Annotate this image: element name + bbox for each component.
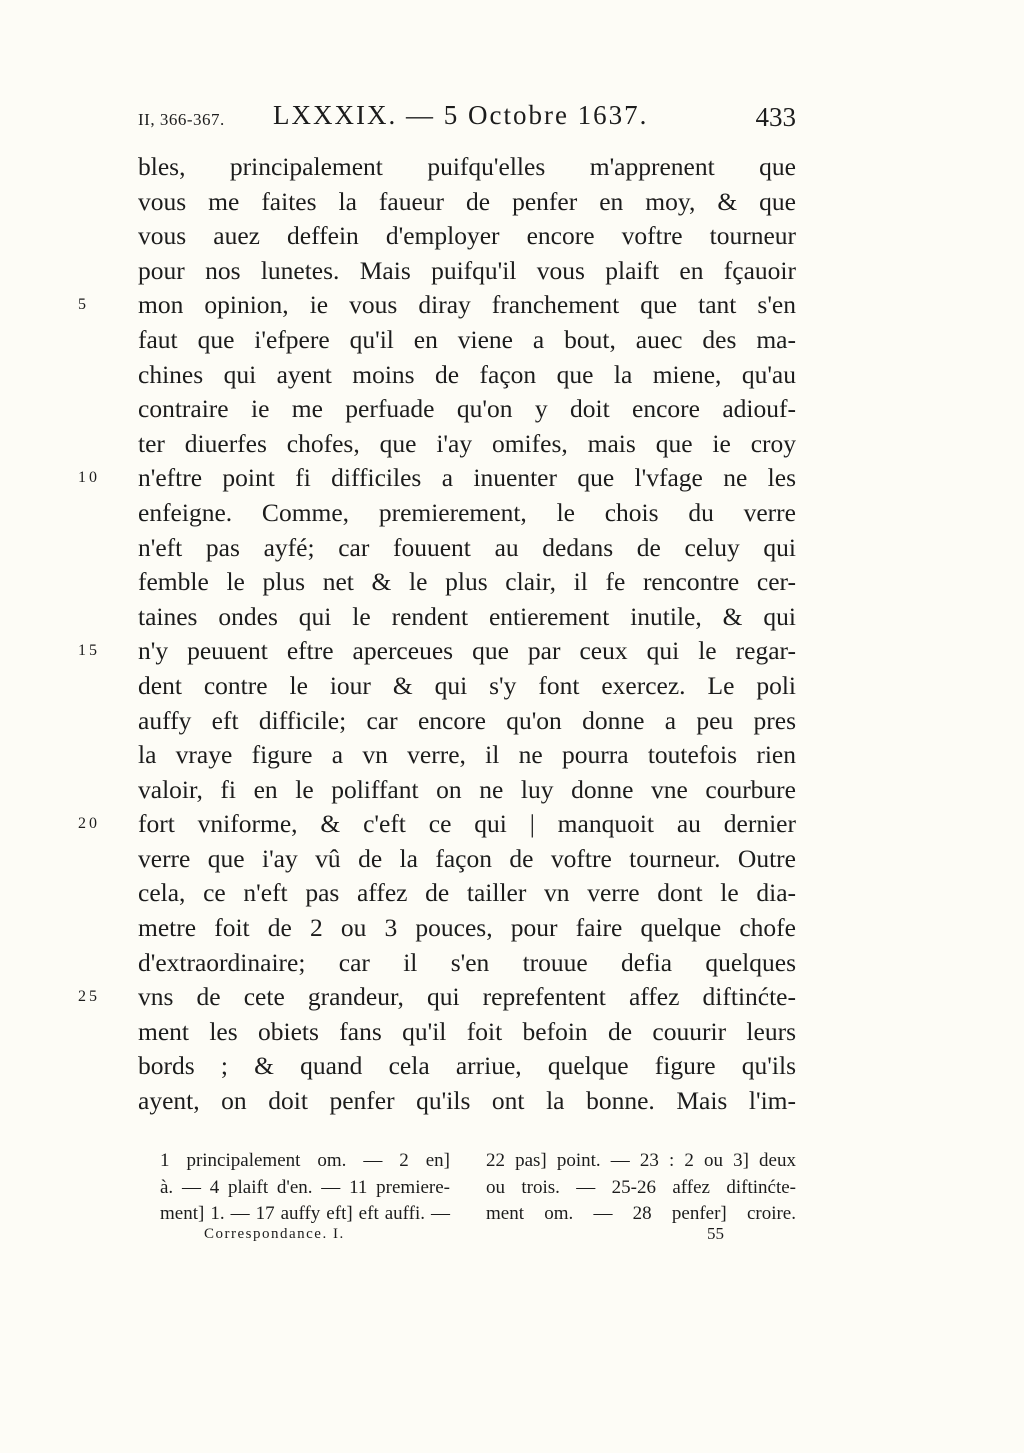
text-line — [138, 565, 796, 600]
line-text: ment les obiets fans qu'il foit befoin de couurir leurs — [138, 1016, 796, 1046]
line-text: fort vniforme, & c'eft ce qui | manquoit au dernier — [138, 809, 796, 839]
text-line — [138, 876, 796, 911]
text-line — [138, 185, 796, 220]
text-line — [138, 323, 796, 358]
footnotes-left-column — [160, 1148, 450, 1228]
line-text: metre foit de 2 ou 3 pouces, pour faire quelque chofe — [138, 913, 796, 943]
line-text: faut que i'efpere qu'il en viene a bout, auec des ma- — [138, 324, 796, 354]
text-line — [78, 461, 796, 496]
line-number: 5 — [78, 296, 89, 314]
line-text: bles, principalement puifqu'elles m'apprenent que — [138, 152, 796, 181]
footnotes-right-column — [486, 1148, 796, 1228]
text-line — [138, 392, 796, 427]
line-number: 15 — [78, 642, 100, 660]
line-text: verre que i'ay vû de la façon de voftre tourneur. Outre — [138, 843, 796, 873]
text-line — [138, 427, 796, 462]
text-line — [138, 1015, 796, 1050]
text-line — [138, 704, 796, 739]
line-text: la vraye figure a vn verre, il ne pourra toutefois rien — [138, 740, 796, 770]
text-line — [138, 150, 796, 185]
footnote-line: 1 principalement om. — 2 en] — [160, 1150, 450, 1171]
text-line — [138, 358, 796, 393]
line-text: n'eftre point fi difficiles a inuenter que l'vfage ne les — [138, 463, 796, 493]
footnote-line: ment] 1. — 17 auffy eft] eft auffi. — — [160, 1203, 450, 1224]
line-text: bords ; & quand cela arriue, quelque figure qu'ils — [138, 1051, 796, 1081]
text-line — [78, 634, 796, 669]
line-text: vns de cete grandeur, qui reprefentent affez diftinćte- — [138, 982, 796, 1012]
line-text: ayent, on doit penfer qu'ils ont la bonne. Mais l'im- — [138, 1086, 796, 1116]
line-text: valoir, fi en le poliffant on ne luy donne vne courbure — [138, 774, 796, 804]
line-text: chines qui ayent moins de façon que la miene, qu'au — [138, 359, 796, 389]
line-text: n'y peuuent eftre aperceues que par ceux qui le regar- — [138, 636, 796, 666]
text-line — [138, 738, 796, 773]
text-line — [138, 911, 796, 946]
footnote-line: 22 pas] point. — 23 : 2 ou 3] deux — [486, 1150, 796, 1171]
text-line — [138, 1049, 796, 1084]
body-text — [78, 150, 796, 1119]
text-line — [138, 600, 796, 635]
line-text: pour nos lunetes. Mais puifqu'il vous plaift en fçauoir — [138, 255, 796, 285]
line-text: d'extraordinaire; car il s'en trouue defia quelques — [138, 947, 796, 977]
text-line — [138, 669, 796, 704]
text-line — [138, 496, 796, 531]
running-header — [138, 100, 796, 140]
header-title: LXXXIX. — 5 Octobre 1637. — [273, 100, 649, 130]
page-number: 433 — [755, 102, 796, 132]
text-line — [138, 842, 796, 877]
line-text: n'eft pas ayfé; car fouuent au dedans de celuy qui — [138, 532, 796, 562]
footnote-line: à. — 4 plaift d'en. — 11 premiere- — [160, 1176, 450, 1198]
footnote-line: ou trois. — 25-26 affez diftinćte- — [486, 1176, 796, 1198]
header-reference: II, 366-367. — [138, 110, 225, 129]
line-text: enfeigne. Comme, premierement, le chois du verre — [138, 497, 796, 527]
line-number: 10 — [78, 469, 100, 487]
line-text: mon opinion, ie vous diray franchement que tant s'en — [138, 290, 796, 320]
text-line — [138, 773, 796, 808]
line-text: contraire ie me perfuade qu'on y doit encore adiouf- — [138, 394, 796, 424]
line-text: ter diuerfes chofes, que i'ay omifes, mais que ie croy — [138, 428, 796, 458]
text-line — [138, 946, 796, 981]
text-line — [78, 980, 796, 1015]
line-text: cela, ce n'eft pas affez de tailler vn verre dont le dia- — [138, 878, 796, 908]
text-line — [138, 254, 796, 289]
text-line — [138, 531, 796, 566]
footer-signature-number: 55 — [707, 1224, 724, 1243]
line-number: 25 — [78, 988, 100, 1006]
line-number: 20 — [78, 815, 100, 833]
footnote-line: ment om. — 28 penfer] croire. — [486, 1203, 796, 1224]
line-text: vous me faites la faueur de penfer en moy, & que — [138, 186, 796, 216]
line-text: taines ondes qui le rendent entierement inutile, & qui — [138, 601, 796, 631]
footer-signature: Correspondance. I. — [204, 1226, 345, 1242]
text-line — [138, 1084, 796, 1119]
line-text: vous auez deffein d'employer encore voftre tourneur — [138, 221, 796, 251]
text-line — [78, 288, 796, 323]
line-text: auffy eft difficile; car encore qu'on donne a peu pres — [138, 705, 796, 735]
line-text: dent contre le iour & qui s'y font exercez. Le poli — [138, 670, 796, 700]
line-text: femble le plus net & le plus clair, il fe rencontre cer- — [138, 567, 796, 597]
text-line — [138, 219, 796, 254]
text-line — [78, 807, 796, 842]
